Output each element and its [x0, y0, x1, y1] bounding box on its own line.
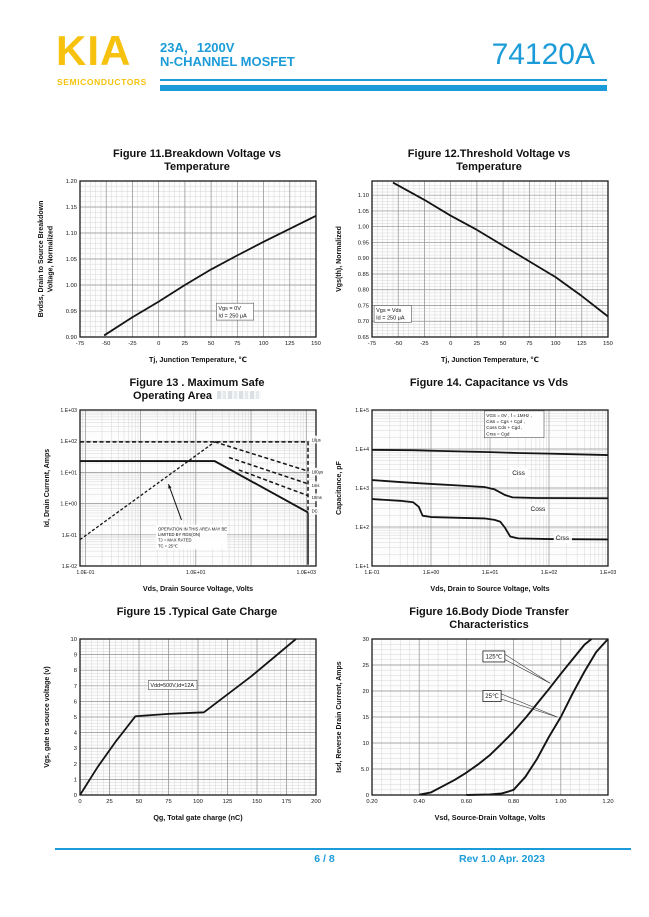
svg-text:1.E+2: 1.E+2: [355, 525, 369, 531]
svg-text:25: 25: [473, 341, 481, 347]
svg-text:0.65: 0.65: [357, 335, 369, 341]
figure-title-line1: Figure 14. Capacitance vs Vds: [409, 377, 569, 389]
figure-title-line2: Temperature: [164, 161, 230, 174]
svg-text:175: 175: [281, 799, 292, 805]
svg-text:1.0E-01: 1.0E-01: [76, 570, 95, 576]
svg-text:5.0: 5.0: [360, 767, 369, 773]
svg-text:15: 15: [362, 715, 369, 721]
svg-text:Coss Cds + Cgd ,: Coss Cds + Cgd ,: [486, 425, 523, 431]
chart-body-diode-transfer: [326, 633, 618, 823]
chart-threshold-voltage-vs-temperature: [326, 175, 618, 365]
header-divider-thin: [160, 79, 607, 81]
svg-text:1.10: 1.10: [65, 231, 77, 237]
svg-text:Tj, Junction Temperature, ℃: Tj, Junction Temperature, ℃: [148, 355, 248, 364]
svg-text:0.70: 0.70: [357, 319, 369, 326]
svg-text:125: 125: [576, 341, 587, 347]
svg-text:VGS = 0V , f = 1MHz ,: VGS = 0V , f = 1MHz ,: [486, 412, 532, 418]
svg-text:1.00: 1.00: [357, 224, 369, 231]
svg-text:Capacitance, pF: Capacitance, pF: [336, 461, 343, 515]
svg-text:Id, Drain Current, Amps: Id, Drain Current, Amps: [44, 448, 51, 528]
svg-text:Qg, Total gate charge (nC): Qg, Total gate charge (nC): [153, 813, 243, 822]
svg-text:0: 0: [449, 341, 453, 347]
svg-text:LIMITED BY RDS(ON): LIMITED BY RDS(ON): [158, 532, 201, 537]
figure-title: [34, 148, 326, 175]
svg-text:1.E-02: 1.E-02: [61, 564, 77, 570]
svg-text:2: 2: [73, 761, 77, 768]
chart-typical-gate-charge: [34, 633, 326, 823]
figure-16-body-diode: [326, 606, 618, 823]
svg-text:1.E+4: 1.E+4: [355, 447, 369, 453]
svg-text:25: 25: [362, 663, 369, 669]
svg-text:25℃: 25℃: [485, 694, 499, 701]
svg-text:1.00: 1.00: [65, 283, 77, 289]
svg-text:25: 25: [106, 799, 113, 805]
svg-text:1.E+00: 1.E+00: [60, 501, 77, 508]
svg-text:1.0E+03: 1.0E+03: [296, 570, 317, 576]
svg-text:1.10: 1.10: [357, 193, 369, 200]
chart-breakdown-voltage-vs-temperature: [34, 175, 326, 365]
svg-text:50: 50: [135, 799, 143, 805]
svg-text:6: 6: [73, 699, 77, 706]
svg-text:-25: -25: [128, 341, 137, 347]
product-type: N-CHANNEL MOSFET: [160, 54, 295, 69]
svg-text:0.95: 0.95: [65, 309, 77, 315]
svg-text:1.E-01: 1.E-01: [61, 532, 77, 539]
svg-text:0.80: 0.80: [357, 287, 369, 294]
figures-grid: [34, 148, 618, 823]
svg-text:Vgs = Vds: Vgs = Vds: [376, 308, 402, 315]
svg-text:25: 25: [181, 341, 189, 347]
svg-text:1.20: 1.20: [65, 179, 77, 185]
svg-text:0.90: 0.90: [357, 256, 369, 263]
figure-11-breakdown-voltage: [34, 148, 326, 365]
svg-text:10: 10: [70, 637, 77, 643]
svg-text:10μs: 10μs: [311, 437, 321, 443]
svg-text:Voltage, Normalized: Voltage, Normalized: [47, 225, 55, 293]
svg-text:125: 125: [222, 799, 233, 805]
svg-text:-75: -75: [75, 341, 85, 347]
svg-text:10: 10: [362, 741, 369, 747]
figure-title-line1: Figure 16.Body Diode Transfer: [409, 606, 569, 618]
svg-text:1.E+03: 1.E+03: [599, 570, 617, 576]
figure-13-safe-operating-area: [34, 377, 326, 594]
figure-title-line1: Figure 11.Breakdown Voltage vs: [113, 148, 281, 160]
svg-text:1.E+3: 1.E+3: [355, 486, 369, 492]
svg-text:10ms: 10ms: [311, 495, 322, 501]
product-rating: 23A，1200V: [160, 40, 235, 55]
svg-text:150: 150: [603, 341, 613, 347]
figure-title-line2: Operating Area: [68, 390, 326, 403]
svg-text:Vds, Drain to Source Voltage,: Vds, Drain to Source Voltage, Volts: [430, 584, 550, 593]
svg-text:DC: DC: [311, 508, 318, 514]
chart-capacitance-vs-vds: [326, 404, 618, 594]
svg-text:0.75: 0.75: [357, 303, 369, 310]
svg-text:Vgs, gate to source voltage (v: Vgs, gate to source voltage (v): [44, 666, 51, 768]
svg-text:9: 9: [73, 652, 77, 659]
svg-text:0.90: 0.90: [65, 335, 77, 341]
svg-text:-50: -50: [102, 341, 111, 347]
figure-title-line2: Characteristics: [449, 619, 529, 632]
svg-text:200: 200: [311, 799, 321, 805]
svg-text:20: 20: [362, 689, 369, 695]
svg-text:Crss: Crss: [555, 535, 570, 543]
svg-text:150: 150: [311, 341, 321, 347]
svg-text:0: 0: [73, 793, 77, 799]
svg-text:1.05: 1.05: [65, 257, 77, 263]
part-number: 74120A: [491, 38, 595, 71]
figure-title-line1: Figure 15 .Typical Gate Charge: [116, 606, 278, 618]
svg-text:8: 8: [73, 668, 77, 675]
svg-text:Bvdss, Drain to Source Breakdo: Bvdss, Drain to Source Breakdown: [38, 200, 45, 318]
svg-text:1.E+02: 1.E+02: [540, 570, 558, 576]
svg-text:75: 75: [165, 799, 172, 805]
figure-14-capacitance: [326, 377, 618, 594]
svg-text:1.05: 1.05: [357, 208, 369, 215]
svg-text:TC = 25℃: TC = 25℃: [158, 543, 178, 549]
svg-text:1.E+5: 1.E+5: [355, 408, 369, 414]
svg-text:1.E+00: 1.E+00: [422, 570, 440, 576]
svg-text:-25: -25: [420, 341, 429, 347]
svg-text:4: 4: [73, 730, 77, 737]
svg-text:TJ = MAX RATED: TJ = MAX RATED: [158, 537, 192, 543]
svg-text:-50: -50: [394, 341, 403, 347]
svg-text:0.40: 0.40: [413, 799, 425, 805]
figure-title-line1: Figure 12.Threshold Voltage vs: [407, 148, 571, 160]
svg-text:Vgs = 0V: Vgs = 0V: [218, 305, 241, 312]
brand-logo: KIA: [56, 27, 132, 74]
svg-text:Ciss: Ciss: [512, 469, 525, 477]
svg-text:Id = 250 μA: Id = 250 μA: [218, 313, 247, 320]
svg-text:0.85: 0.85: [357, 272, 369, 278]
svg-text:125℃: 125℃: [485, 654, 503, 661]
svg-text:0.95: 0.95: [357, 240, 369, 247]
figure-title: [326, 377, 618, 404]
svg-text:0: 0: [365, 793, 369, 799]
svg-text:1: 1: [73, 777, 77, 784]
svg-text:Vsd, Source-Drain Voltage, Vol: Vsd, Source-Drain Voltage, Volts: [434, 813, 546, 822]
svg-text:50: 50: [499, 341, 507, 347]
svg-text:1.0E+01: 1.0E+01: [186, 570, 206, 576]
svg-text:Isd, Reverse Drain Current, Am: Isd, Reverse Drain Current, Amps: [336, 661, 343, 773]
svg-text:Crss = Cgd: Crss = Cgd: [486, 431, 510, 437]
figure-12-threshold-voltage: [326, 148, 618, 365]
svg-text:5: 5: [73, 715, 77, 721]
svg-text:Vds, Drain Source Voltage, Vol: Vds, Drain Source Voltage, Volts: [142, 584, 254, 593]
svg-text:100μs: 100μs: [311, 469, 324, 475]
svg-text:1.00: 1.00: [555, 799, 567, 805]
svg-text:Vgs(th), Normalized: Vgs(th), Normalized: [336, 226, 343, 292]
chart-maximum-safe-operating-area: [34, 404, 326, 594]
figure-title: [34, 606, 326, 633]
svg-text:1.E+03: 1.E+03: [60, 408, 77, 414]
footer-divider: [55, 848, 631, 850]
svg-text:125: 125: [284, 341, 295, 347]
svg-text:OPERATION IN THIS AREA MAY BE: OPERATION IN THIS AREA MAY BE: [158, 526, 228, 532]
svg-text:1.15: 1.15: [65, 205, 77, 211]
figure-title: [326, 148, 618, 175]
svg-text:50: 50: [207, 341, 215, 347]
page-number: 6 / 8: [314, 853, 335, 865]
svg-text:75: 75: [526, 341, 533, 347]
svg-text:Coss: Coss: [530, 506, 546, 513]
brand-logo-subtext: SEMICONDUCTORS: [57, 77, 147, 87]
revision-label: Rev 1.0 Apr. 2023: [459, 853, 545, 865]
svg-text:1ms: 1ms: [311, 482, 320, 488]
svg-text:1.20: 1.20: [602, 799, 614, 805]
svg-text:150: 150: [252, 799, 262, 805]
svg-text:0.20: 0.20: [366, 799, 378, 805]
svg-text:100: 100: [258, 341, 269, 347]
svg-text:1.E+01: 1.E+01: [481, 570, 499, 576]
svg-text:Tj, Junction Temperature, ℃: Tj, Junction Temperature, ℃: [440, 355, 540, 364]
svg-text:1.E+01: 1.E+01: [60, 470, 77, 477]
svg-text:100: 100: [550, 341, 561, 347]
svg-text:1.E+02: 1.E+02: [60, 439, 77, 446]
svg-text:0: 0: [78, 799, 82, 805]
svg-text:Id = 250 μA: Id = 250 μA: [376, 315, 405, 322]
svg-text:100: 100: [193, 799, 203, 805]
svg-text:0.60: 0.60: [460, 799, 473, 805]
svg-text:30: 30: [362, 637, 369, 643]
figure-title-line1: Figure 13 . Maximum Safe: [129, 377, 265, 389]
figure-title: [326, 606, 618, 633]
svg-text:7: 7: [73, 683, 77, 690]
svg-text:0: 0: [157, 341, 161, 347]
figure-title-line2: Temperature: [456, 161, 522, 174]
svg-text:75: 75: [234, 341, 241, 347]
svg-text:0.80: 0.80: [507, 799, 520, 805]
figure-15-gate-charge: [34, 606, 326, 823]
svg-text:Vdd=500V,Id=12A: Vdd=500V,Id=12A: [150, 682, 194, 689]
svg-text:3: 3: [73, 746, 77, 753]
header-divider-thick: [160, 85, 607, 91]
svg-text:1.E+1: 1.E+1: [355, 564, 369, 570]
svg-text:-75: -75: [367, 341, 377, 347]
title-artifact: [217, 391, 261, 399]
svg-text:Ciss = Cgs + Cgd ,: Ciss = Cgs + Cgd ,: [486, 419, 525, 424]
svg-text:1.E-01: 1.E-01: [364, 570, 380, 576]
figure-title: [34, 377, 326, 404]
